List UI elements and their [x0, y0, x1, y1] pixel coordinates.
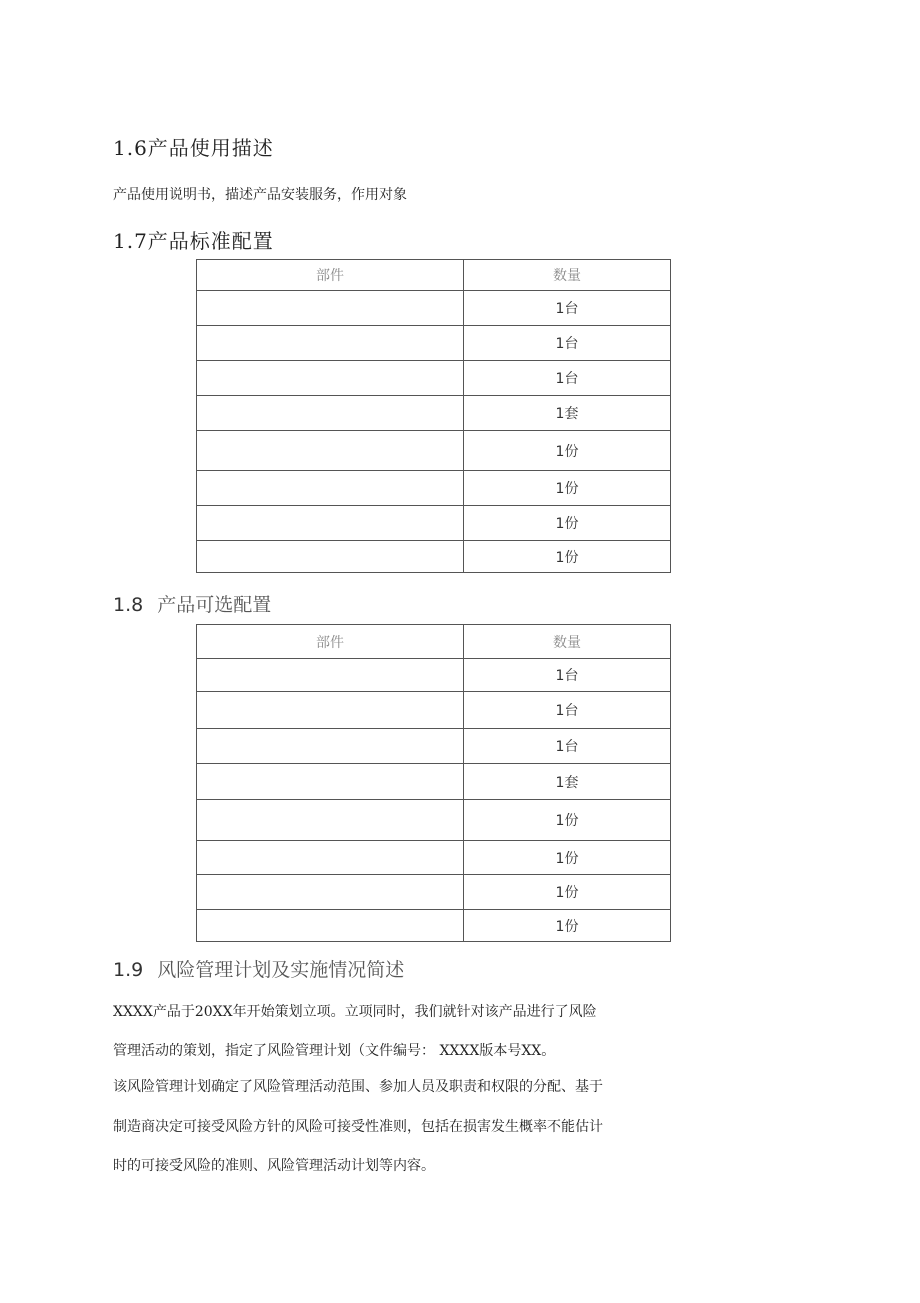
- section-1-7-heading: 1.7产品标准配置: [113, 229, 274, 253]
- column-header-quantity: 数量: [464, 260, 671, 291]
- quantity-cell: 1台: [464, 692, 671, 729]
- table-row: [197, 692, 671, 729]
- quantity-cell: 1台: [464, 729, 671, 764]
- column-header-quantity: 数量: [464, 625, 671, 659]
- part-cell: [197, 764, 464, 800]
- part-cell: [197, 291, 464, 326]
- part-cell: [197, 326, 464, 361]
- part-cell: [197, 841, 464, 875]
- table-row: [197, 875, 671, 910]
- table-row: [197, 729, 671, 764]
- quantity-cell: 1份: [464, 541, 671, 573]
- table-row: [197, 910, 671, 942]
- section-1-6-heading: 1.6产品使用描述: [113, 136, 274, 160]
- table-row: [197, 506, 671, 541]
- part-cell: [197, 541, 464, 573]
- part-cell: [197, 396, 464, 431]
- table-row: [197, 800, 671, 841]
- part-cell: [197, 692, 464, 729]
- quantity-cell: 1份: [464, 841, 671, 875]
- part-cell: [197, 875, 464, 910]
- section-1-9-line-1: XXXX产品于20XX年开始策划立项。立项同时，我们就针对该产品进行了风险: [113, 1004, 597, 1020]
- part-cell: [197, 910, 464, 942]
- standard-config-table: [196, 259, 671, 573]
- quantity-cell: 1份: [464, 800, 671, 841]
- quantity-cell: 1份: [464, 471, 671, 506]
- quantity-cell: 1台: [464, 659, 671, 692]
- quantity-cell: 1台: [464, 326, 671, 361]
- section-1-9-line-2: 管理活动的策划，指定了风险管理计划（文件编号： XXXX版本号XX。: [113, 1043, 556, 1059]
- section-number: 1.8: [113, 594, 144, 616]
- table-row: [197, 764, 671, 800]
- section-1-8-heading: [113, 590, 271, 617]
- column-header-part: 部件: [197, 625, 464, 659]
- part-cell: [197, 506, 464, 541]
- table-row: [197, 841, 671, 875]
- part-cell: [197, 800, 464, 841]
- part-cell: [197, 659, 464, 692]
- table-row: [197, 291, 671, 326]
- quantity-cell: 1台: [464, 361, 671, 396]
- quantity-cell: 1套: [464, 396, 671, 431]
- quantity-cell: 1套: [464, 764, 671, 800]
- section-1-9-line-5: 时的可接受风险的准则、风险管理活动计划等内容。: [113, 1158, 435, 1174]
- section-title: 产品可选配置: [157, 594, 272, 616]
- section-1-6-text: 产品使用说明书，描述产品安装服务，作用对象: [113, 187, 407, 203]
- quantity-cell: 1份: [464, 431, 671, 471]
- part-cell: [197, 471, 464, 506]
- table-row: [197, 659, 671, 692]
- section-1-9-line-3: 该风险管理计划确定了风险管理活动范围、参加人员及职责和权限的分配、基于: [113, 1079, 603, 1095]
- table-row: [197, 471, 671, 506]
- table-header-row: [197, 625, 671, 659]
- column-header-part: 部件: [197, 260, 464, 291]
- quantity-cell: 1份: [464, 910, 671, 942]
- part-cell: [197, 729, 464, 764]
- part-cell: [197, 431, 464, 471]
- part-cell: [197, 361, 464, 396]
- section-title: 风险管理计划及实施情况简述: [157, 959, 405, 981]
- table-row: [197, 431, 671, 471]
- quantity-cell: 1份: [464, 506, 671, 541]
- quantity-cell: 1份: [464, 875, 671, 910]
- section-number: 1.9: [113, 959, 144, 981]
- section-1-9-line-4: 制造商决定可接受风险方针的风险可接受性准则，包括在损害发生概率不能估计: [113, 1119, 603, 1135]
- table-header-row: [197, 260, 671, 291]
- section-1-9-heading: [113, 955, 404, 982]
- table-row: [197, 541, 671, 573]
- table-row: [197, 361, 671, 396]
- optional-config-table: [196, 624, 671, 942]
- table-row: [197, 396, 671, 431]
- table-row: [197, 326, 671, 361]
- quantity-cell: 1台: [464, 291, 671, 326]
